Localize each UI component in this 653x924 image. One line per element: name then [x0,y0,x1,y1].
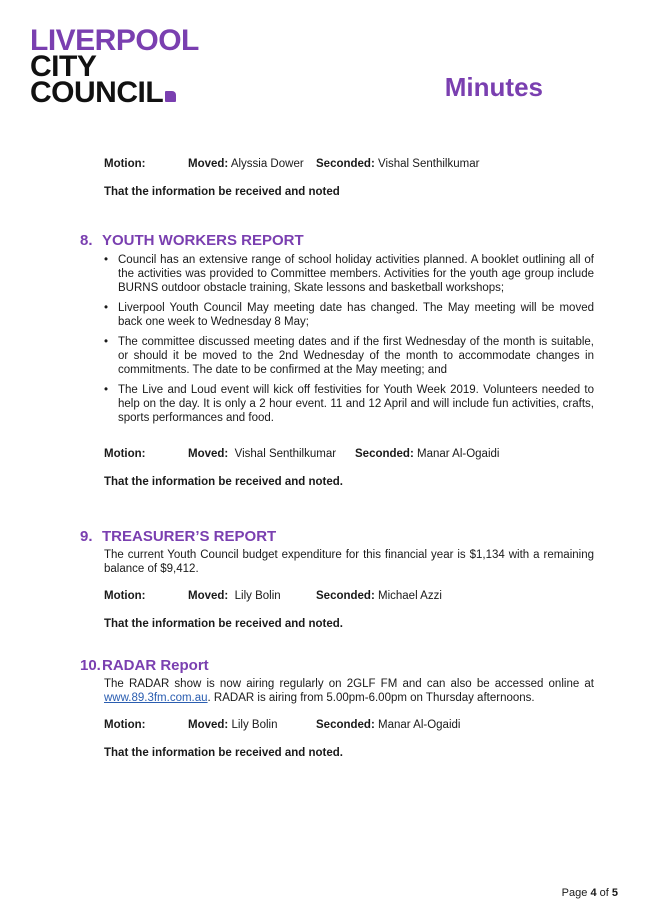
section-8-heading [80,234,304,248]
section-8-bullets [104,253,594,431]
moved-name: Vishal Senthilkumar [234,448,337,460]
resolution-section-8: That the information be received and noted. [104,476,343,488]
page-label: Page [561,887,588,899]
section-9-number: 9. [80,528,93,545]
moved-label: Moved: [188,719,229,731]
list-item: • Council has an extensive range of school holiday activities planned. A booklet outlining all of the activities was provided to Committee members. Activities for the youth age group include BURNS outdoor obstacle training, Skate lessons and basketball workshops; [104,253,594,295]
section-10-body-part-1: The RADAR show is now airing regularly on 2GLF FM and can also be accessed online at [104,678,594,690]
seconded-name: Vishal Senthilkumar [378,158,480,170]
motion-label: Motion: [104,719,146,731]
seconded-name: Michael Azzi [378,590,442,602]
page-total: 5 [611,887,618,899]
seconded-label: Seconded: [316,158,375,170]
resolution-top: That the information be received and noted [104,186,340,198]
council-logo [30,24,199,109]
seconded-field [355,447,499,461]
moved-field [188,157,304,171]
moved-name: Lily Bolin [231,719,278,731]
page-number [562,886,618,900]
section-9-body: The current Youth Council budget expenditure for this financial year is $1,134 with a remaining balance of $9,412. [104,549,594,575]
moved-name: Lily Bolin [234,590,281,602]
seconded-field [316,589,442,603]
motion-label: Motion: [104,158,146,170]
seconded-name: Manar Al-Ogaidi [378,719,461,731]
logo-line-2: CITY [30,50,97,83]
logo-mark-icon [165,91,176,102]
motion-label: Motion: [104,448,146,460]
seconded-field [316,157,479,171]
moved-name: Alyssia Dower [230,158,304,170]
seconded-label: Seconded: [316,590,375,602]
page-current: 4 [590,887,597,899]
section-10-body-part-2: . RADAR is airing from 5.00pm-6.00pm on Thursday afternoons. [207,692,535,704]
resolution-section-9: That the information be received and noted. [104,618,343,630]
section-9-heading [80,530,276,544]
section-8-number: 8. [80,232,93,249]
moved-field [188,718,277,732]
moved-label: Moved: [188,448,229,460]
moved-label: Moved: [188,590,229,602]
seconded-label: Seconded: [316,719,375,731]
seconded-name: Manar Al-Ogaidi [417,448,500,460]
logo-line-1: LIVERPOOL [30,24,199,57]
section-8-title: YOUTH WORKERS REPORT [102,232,304,249]
list-item: • The Live and Loud event will kick off festivities for Youth Week 2019. Volunteers needed to help on the day. It is only a 2 hour event. 11 and 12 April and will include fun activities, crafts, sports performances and food. [104,383,594,425]
list-item: • Liverpool Youth Council May meeting date has changed. The May meeting will be moved back one week to Wednesday 8 May; [104,301,594,329]
seconded-label: Seconded: [355,448,414,460]
radar-website-link[interactable]: www.89.3fm.com.au [104,692,208,704]
list-item: • The committee discussed meeting dates and if the first Wednesday of the month is suitable, or should it be moved to the 2nd Wednesday of the month to accommodate changes in commitments. The date to be confirmed at the May meeting; and [104,335,594,377]
motion-label: Motion: [104,590,146,602]
document-title: Minutes [444,72,543,102]
seconded-field [316,718,460,732]
section-10-title: RADAR Report [102,657,209,674]
moved-label: Moved: [188,158,229,170]
section-9-title: TREASURER’S REPORT [102,528,277,545]
section-10-number: 10. [80,657,101,674]
page-of-label: of [599,887,609,899]
logo-line-3-text: COUNCIL [30,76,164,109]
logo-line-3 [30,76,199,109]
section-10-heading [80,659,209,673]
moved-field [188,447,336,461]
resolution-section-10: That the information be received and noted. [104,747,343,759]
section-10-body [104,677,594,705]
moved-field [188,589,281,603]
